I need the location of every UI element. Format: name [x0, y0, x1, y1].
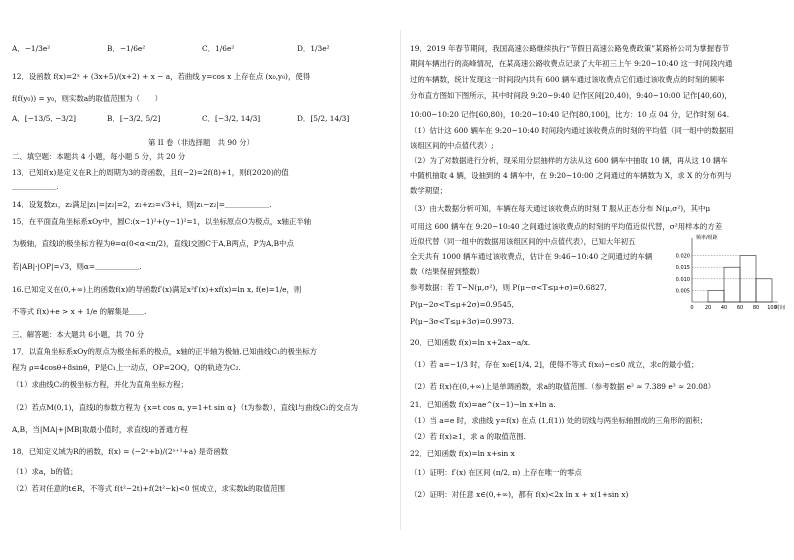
q11-option-d: D．1/3e² — [297, 44, 330, 53]
q20-line3: （2）若 f(x)在(0,+∞)上是单调函数，求a的取值范围.（参考数据 e² ≈ 7.389 e³ ≈ 20.08） — [410, 382, 716, 391]
x-tick-label: 0 — [690, 305, 694, 311]
q16-line2: 不等式 f(x)+e > x + 1/e 的解集是＿＿. — [12, 307, 147, 316]
fill-blank-title: 二、填空题：本题共 4 小题，每小题 5 分，共 20 分 — [12, 152, 186, 161]
q19-part3-line2: 可用这 600 辆车在 9:20~10:40 之间通过该收费点的时刻的平均值近似代替，σ²用样本的方差 — [410, 222, 723, 231]
q19-part3-line5: 数（结果保留到整数） — [410, 267, 484, 276]
q19-part2-line2: 中随机抽取 4 辆，设抽到的 4 辆车中，在 9:20~10:00 之间通过的车辆数为 X，求 X 的分布列与 — [410, 171, 732, 180]
histogram-bar — [724, 267, 740, 302]
q15-line2: 为极轴，直线l的极坐标方程为θ=α(0<α<π/2)，直线l交圆C于A,B两点，P为A,B中点 — [12, 239, 294, 248]
q16-line1: 16.已知定义在(0,+∞)上的函数f(x)的导函数f′(x)满足x²f′(x)+xf(x)=ln x, f(e)=1/e，则 — [12, 285, 302, 294]
q21-line3: （2）若 f(x)≥1，求 a 的取值范围. — [410, 432, 526, 441]
q14-text: 14．设复数z₁，z₂满足|z₁|=|z₂|=2，z₁+z₂=√3+i，则|z₁−z₂|=＿＿＿＿＿＿. — [12, 200, 272, 209]
q17-line5: A,B，当|MA|+|MB|取最小值时，求直线l的普通方程 — [12, 425, 188, 434]
column-divider — [400, 30, 401, 530]
histogram-svg — [664, 232, 786, 312]
q11-option-c: C．1/6e² — [202, 44, 235, 53]
reference-data-1: 参考数据：若 T~N(μ,σ²)，则 P(μ−σ<T≤μ+σ)=0.6827, — [410, 283, 607, 292]
q22-line2: （1）证明：f′(x) 在区间 (π/2, π) 上存在唯一的零点 — [410, 468, 582, 477]
reference-data-3: P(μ−3σ<T≤μ+3σ)=0.9973. — [410, 317, 514, 326]
histogram-bar — [740, 256, 756, 302]
q15-line3: 若|AB|·|OP|=√3，则α=＿＿＿＿＿＿. — [12, 262, 142, 271]
histogram-bar — [756, 279, 772, 302]
q17-line4: （2）若点M(0,1)，直线l的参数方程为 {x=t cos α, y=1+t sin α}（t为参数），直线l与曲线C₂的交点为 — [12, 403, 359, 412]
q15-line1: 15．在平面直角坐标系xOy中，圆C:(x−1)²+(y−1)²=1，以坐标原点O为极点，x轴正半轴 — [12, 217, 312, 226]
q22-line3: （2）证明：对任意 x∈(0,+∞)，都有 f(x)<2x ln x + x(1+sin x) — [410, 490, 629, 499]
q19-line1: 19．2019 年春节期间，我国高速公路继续执行“节假日高速公路免费政策”某路桥公司为掌握春节 — [410, 44, 729, 53]
q19-part3-line3: 近似代替（同一组中的数据用该组区间的中点值代表），已知大年初五 — [410, 237, 636, 246]
q11-option-b: B．−1/6e² — [107, 44, 146, 53]
q17-line2: 程为 ρ=4cosθ+8sinθ，P是C₁上一动点，OP=2OQ，Q的轨迹为C₂. — [12, 363, 241, 372]
answer-section-title: 三、解答题：本大题共 6小题，共 70 分 — [12, 330, 145, 339]
q12-option-d: D．[5/2, 14/3] — [297, 114, 350, 123]
q19-part1-line2: 该组区间的中点值代表）; — [410, 141, 494, 150]
q12-line1: 12．设函数 f(x)=2ˣ + (3x+5)/(x+2) + x − a，若曲线 y=cos x 上存在点 (x₀,y₀)，使得 — [12, 72, 311, 81]
y-tick-label: 0.010 — [675, 276, 690, 283]
q13-blank: ＿＿＿＿＿＿. — [12, 182, 59, 191]
histogram-bar — [708, 290, 724, 302]
q21-line1: 21．已知函数 f(x)=ae^(x−1)−ln x+ln a. — [410, 400, 556, 409]
q19-part2-line3: 数学期望； — [410, 186, 447, 195]
y-tick-label: 0.020 — [675, 253, 690, 260]
y-tick-label: 0.015 — [675, 265, 690, 272]
reference-data-2: P(μ−2σ<T≤μ+2σ)=0.9545, — [410, 300, 514, 309]
q19-part2-line1: （2）为了对数据进行分析，现采用分层抽样的方法从这 600 辆车中抽取 10 辆，再从这 10 辆车 — [410, 156, 728, 165]
q12-option-a: A．[−13/5, −3/2] — [12, 114, 77, 123]
q19-part3-line4: 全天共有 1000 辆车通过该收费点，估计在 9:46~10:40 之间通过的车辆 — [410, 252, 653, 261]
q12-option-c: C．[−3/2, 14/3] — [202, 114, 261, 123]
section-title: 第 II 卷（非选择题 共 90 分） — [148, 138, 254, 147]
q19-part1-line1: （1）估计这 600 辆车在 9:20~10:40 时间段内通过该收费点的时刻的平均值（同一组中的数据用 — [410, 126, 734, 135]
q20-line1: 20．已知函数 f(x)=ln x+2ax−a/x. — [410, 338, 531, 347]
q19-part3-line1: （3）由大数据分析可知，车辆在每天通过该收费点的时刻 T 服从正态分布 N(μ,σ²)，其中μ — [410, 204, 711, 213]
x-tick-label: 100 — [767, 305, 777, 311]
y-tick-label: 0.005 — [675, 288, 690, 295]
q19-line3: 过的车辆数，统计发现这一时间段内共有 600 辆车通过该收费点它们通过该收费点的时刻的频率 — [410, 75, 725, 84]
x-tick-label: 60 — [736, 305, 744, 311]
q17-line1: 17．以直角坐标系xOy的原点为极坐标系的极点，x轴的正半轴为极轴.已知曲线C₁的极坐标方 — [12, 347, 318, 356]
q18-line3: （2）若对任意的t∈R，不等式 f(t²−2t)+f(2t²−k)<0 恒成立，求实数k的取值范围 — [12, 484, 286, 493]
q22-line1: 22．已知函数 f(x)=ln x+sin x — [410, 449, 515, 458]
q18-line1: 18．已知定义域为R的函数，f(x) = (−2ˣ+b)/(2ˣ⁺¹+a) 是奇函数 — [12, 447, 229, 456]
q21-line2: （1）当 a=e 时，求曲线 y=f(x) 在点 (1,f(1)) 处的切线与两坐标轴围成的三角形的面积； — [410, 416, 708, 425]
q20-line2: （1）若 a=−1/3 时，存在 x₀∈[1/4, 2]，使得不等式 f(x₀)−c≤0 成立，求c的最小值； — [410, 360, 699, 369]
q19-line2: 期间车辆出行的高峰情况，在某高速公路收费点记录了大年初三上午 9:20~10:40 这一时间段内通 — [410, 59, 733, 68]
q18-line2: （1）求a，b的值； — [12, 467, 78, 476]
q19-line4: 分布直方图如下图所示，其中时间段 9:20~9:40 记作区间[20,40)，9:40~10:00 记作[40,60)， — [410, 91, 732, 100]
q12-line2: f(f(y₀)) = y₀，则实数a的取值范围为（ ） — [12, 94, 163, 103]
frequency-histogram — [664, 232, 786, 312]
q12-option-b: B．[−3/2, 5/2] — [107, 114, 161, 123]
q19-line5: 10:00~10:20 记作[60,80)，10:20~10:40 记作[80,100]，比方：10 点 04 分，记作时刻 64. — [410, 110, 730, 119]
x-tick-label: 80 — [752, 305, 760, 311]
q13-text: 13．已知f(x)是定义在R上的周期为3的奇函数，且f(−2)=2f(8)+1，则f(2020)的值 — [12, 168, 289, 177]
q17-line3: （1）求曲线C₂的极坐标方程，并化为直角坐标方程； — [12, 380, 188, 389]
x-tick-label: 20 — [704, 305, 712, 311]
x-tick-label: 40 — [720, 305, 728, 311]
q11-option-a: A．−1/3e² — [12, 44, 51, 53]
y-axis-title: 频率/组距 — [696, 235, 718, 241]
x-axis-title: 时间 — [774, 305, 786, 311]
